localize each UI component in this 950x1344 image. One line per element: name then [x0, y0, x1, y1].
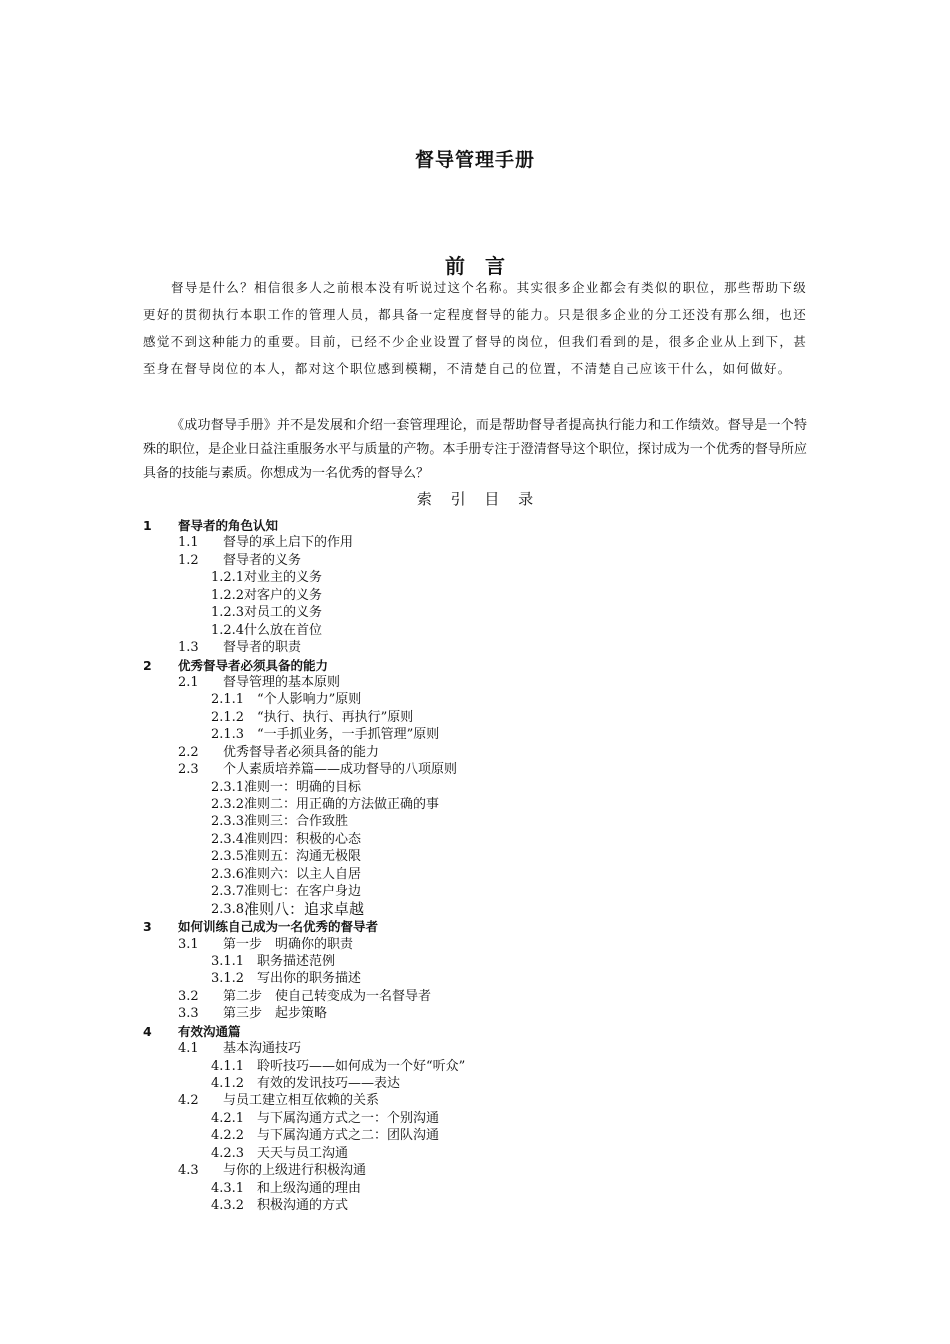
toc-entry-number: 3.1 [178, 936, 199, 952]
toc-entry-label: 如何训练自己成为一名优秀的督导者 [178, 919, 379, 935]
toc-entry-level-3 [143, 970, 807, 987]
toc-entry-label: 有效的发讯技巧——表达 [257, 1076, 401, 1091]
toc-entry-level-2 [143, 552, 807, 569]
toc-entry-number: 2.3.5 [211, 849, 245, 865]
toc-entry-number: 3.2 [178, 988, 199, 1004]
toc-entry-label: 与你的上级进行积极沟通 [223, 1163, 367, 1179]
toc-entry-level-3 [143, 779, 807, 796]
toc-entry-number: 4.3 [178, 1163, 199, 1179]
toc-entry-level-3 [143, 901, 807, 918]
toc-entry-number: 1.2.4 [211, 622, 245, 638]
toc-entry-label: 聆听技巧——如何成为一个好“听众” [257, 1058, 466, 1074]
toc-entry-level-3 [143, 1075, 807, 1092]
toc-entry-label: “个人影响力”原则 [257, 692, 362, 708]
toc-entry-label: 有效沟通篇 [178, 1023, 241, 1039]
toc-entry-label: 个人素质培养篇——成功督导的八项原则 [223, 762, 458, 778]
toc-entry-level-2 [143, 639, 807, 656]
toc-entry-level-3 [143, 569, 807, 586]
toc-entry-number: 4.3.1 [211, 1180, 245, 1196]
toc-entry-label: 督导的承上启下的作用 [223, 535, 354, 551]
toc-entry-number: 4.1 [178, 1041, 199, 1057]
toc-entry-label: 第三步 起步策略 [223, 1006, 328, 1022]
toc-entry-number: 2.3.6 [211, 866, 245, 882]
toc-entry-level-2 [143, 1092, 807, 1109]
toc-entry-level-3 [143, 953, 807, 970]
toc-entry-number: 2.3 [178, 762, 199, 778]
toc-entry-label: 第二步 使自己转变成为一名督导者 [223, 988, 432, 1004]
toc-entry-number: 2.3.4 [211, 831, 245, 847]
toc-entry-level-3 [143, 691, 807, 708]
toc-entry-label: “执行、执行、再执行”原则 [257, 709, 414, 725]
toc-entry-level-3 [143, 831, 807, 848]
toc-entry-level-3 [143, 587, 807, 604]
toc-entry-label: 天天与员工沟通 [257, 1145, 349, 1161]
toc-entry-level-3 [143, 622, 807, 639]
toc-entry-number: 1.2.1 [211, 570, 245, 586]
toc-entry-label: 对业主的义务 [244, 570, 323, 586]
toc-entry-label: 什么放在首位 [244, 622, 323, 638]
toc-entry-number: 2.2 [178, 744, 199, 760]
toc-entry-number: 4.2.1 [211, 1110, 245, 1126]
toc-entry-level-1 [143, 657, 807, 674]
toc-entry-number: 2.1.3 [211, 727, 245, 743]
toc-entry-number: 2.3.2 [211, 797, 245, 812]
toc-entry-label: 对员工的义务 [244, 605, 323, 621]
toc-entry-level-2 [143, 534, 807, 551]
toc-entry-number: 3.1.1 [211, 953, 245, 969]
toc-entry-label: 和上级沟通的理由 [257, 1180, 362, 1196]
toc-entry-label: 优秀督导者必须具备的能力 [178, 657, 329, 673]
toc-entry-number: 4.2.3 [211, 1145, 245, 1161]
toc-entry-level-2 [143, 1162, 807, 1179]
toc-entry-number: 1.2 [178, 552, 199, 568]
toc-entry-level-2 [143, 988, 807, 1005]
preface-heading: 前 言 [445, 254, 505, 278]
toc-entry-level-2 [143, 1005, 807, 1022]
toc-entry-number: 1.2.2 [211, 587, 245, 603]
toc-entry-label: 准则二：用正确的方法做正确的事 [244, 797, 440, 812]
toc-entry-number: 4.1.2 [211, 1076, 245, 1091]
toc-entry-number: 2 [143, 657, 152, 673]
toc-entry-label: 准则四：积极的心态 [244, 831, 362, 847]
toc-entry-number: 4 [143, 1023, 152, 1039]
toc-entry-level-3 [143, 1058, 807, 1075]
toc-entry-label: 与下属沟通方式之一：个别沟通 [257, 1110, 440, 1126]
toc-entry-level-3 [143, 604, 807, 621]
toc-entry-label: 积极沟通的方式 [257, 1198, 349, 1214]
toc-entry-number: 2.3.3 [211, 814, 245, 830]
toc-entry-label: 职务描述范例 [257, 953, 336, 969]
toc-entry-number: 2.3.8 [211, 901, 245, 917]
toc-entry-level-2 [143, 744, 807, 761]
toc-entry-level-3 [143, 709, 807, 726]
toc-entry-level-3 [143, 866, 807, 883]
toc-entry-label: 对客户的义务 [244, 587, 323, 603]
toc-entry-level-3 [143, 813, 807, 830]
toc-entry-number: 2.1 [178, 674, 199, 690]
toc-entry-number: 4.2 [178, 1093, 199, 1109]
toc-entry-level-2 [143, 1040, 807, 1057]
table-of-contents [143, 517, 807, 1215]
toc-entry-level-3 [143, 1110, 807, 1127]
toc-entry-label: 准则六：以主人自居 [244, 866, 362, 882]
toc-entry-label: 基本沟通技巧 [223, 1041, 302, 1057]
toc-entry-number: 2.1.2 [211, 709, 245, 725]
toc-entry-level-1 [143, 1023, 807, 1040]
toc-entry-level-3 [143, 1180, 807, 1197]
toc-entry-label: 第一步 明确你的职责 [223, 936, 354, 952]
toc-entry-number: 1 [143, 518, 152, 533]
toc-entry-label: 与下属沟通方式之二：团队沟通 [257, 1128, 440, 1144]
toc-entry-level-3 [143, 883, 807, 900]
document-title: 督导管理手册 [414, 149, 535, 171]
toc-entry-label: “一手抓业务，一手抓管理”原则 [257, 727, 440, 743]
toc-entry-level-1 [143, 918, 807, 935]
toc-entry-label: 准则七：在客户身边 [244, 884, 362, 900]
toc-entry-level-3 [143, 1145, 807, 1162]
toc-entry-level-2 [143, 936, 807, 953]
toc-entry-number: 4.1.1 [211, 1058, 245, 1074]
toc-entry-label: 准则三：合作致胜 [244, 814, 349, 830]
toc-entry-number: 3.1.2 [211, 971, 245, 987]
toc-heading: 索 引 目 录 [416, 490, 534, 508]
toc-entry-label: 督导者的角色认知 [178, 518, 279, 533]
toc-entry-level-1 [143, 517, 807, 534]
toc-entry-level-3 [143, 848, 807, 865]
toc-entry-label: 准则五：沟通无极限 [244, 849, 362, 865]
toc-entry-label: 优秀督导者必须具备的能力 [223, 744, 380, 760]
toc-entry-number: 4.2.2 [211, 1128, 245, 1144]
toc-entry-level-2 [143, 674, 807, 691]
toc-entry-label: 与员工建立相互依赖的关系 [223, 1093, 380, 1109]
toc-entry-number: 2.1.1 [211, 692, 245, 708]
toc-entry-label: 督导者的职责 [223, 640, 302, 656]
toc-entry-label: 督导者的义务 [223, 552, 302, 568]
toc-entry-number: 3 [143, 919, 152, 935]
toc-entry-number: 1.2.3 [211, 605, 245, 621]
toc-entry-label: 督导管理的基本原则 [223, 674, 341, 690]
toc-entry-number: 1.1 [178, 535, 199, 551]
toc-entry-level-2 [143, 761, 807, 778]
toc-entry-level-3 [143, 1197, 807, 1214]
preface-paragraph-1: 督导是什么？相信很多人之前根本没有听说过这个名称。其实很多企业都会有类似的职位，那些帮助下级更好的贯彻执行本职工作的管理人员，都具备一定程度督导的能力。只是很多企业的分工还没有那么细，也还感觉不到这种能力的重要。目前，已经不少企业设置了督导的岗位，但我们看到的是，很多企业从上到下，甚至身在督导岗位的本人，都对这个职位感到模糊，不清楚自己的位置，不清楚自己应该干什么，如何做好。 [143, 280, 807, 376]
toc-entry-label: 准则一：明确的目标 [244, 779, 362, 795]
toc-entry-number: 1.3 [178, 640, 199, 656]
toc-entry-label: 写出你的职务描述 [257, 971, 362, 987]
toc-entry-number: 3.3 [178, 1006, 199, 1022]
preface-paragraph-2: 《成功督导手册》并不是发展和介绍一套管理理论，而是帮助督导者提高执行能力和工作绩效。督导是一个特殊的职位，是企业日益注重服务水平与质量的产物。本手册专注于澄清督导这个职位，探讨成为一个优秀的督导所应具备的技能与素质。你想成为一名优秀的督导么？ [143, 418, 807, 481]
toc-entry-number: 2.3.7 [211, 884, 245, 900]
toc-entry-level-3 [143, 1127, 807, 1144]
toc-entry-label: 准则八：追求卓越 [244, 899, 365, 918]
toc-entry-number: 2.3.1 [211, 779, 245, 795]
toc-entry-level-3 [143, 726, 807, 743]
toc-entry-number: 4.3.2 [211, 1198, 245, 1214]
toc-entry-level-3 [143, 796, 807, 813]
